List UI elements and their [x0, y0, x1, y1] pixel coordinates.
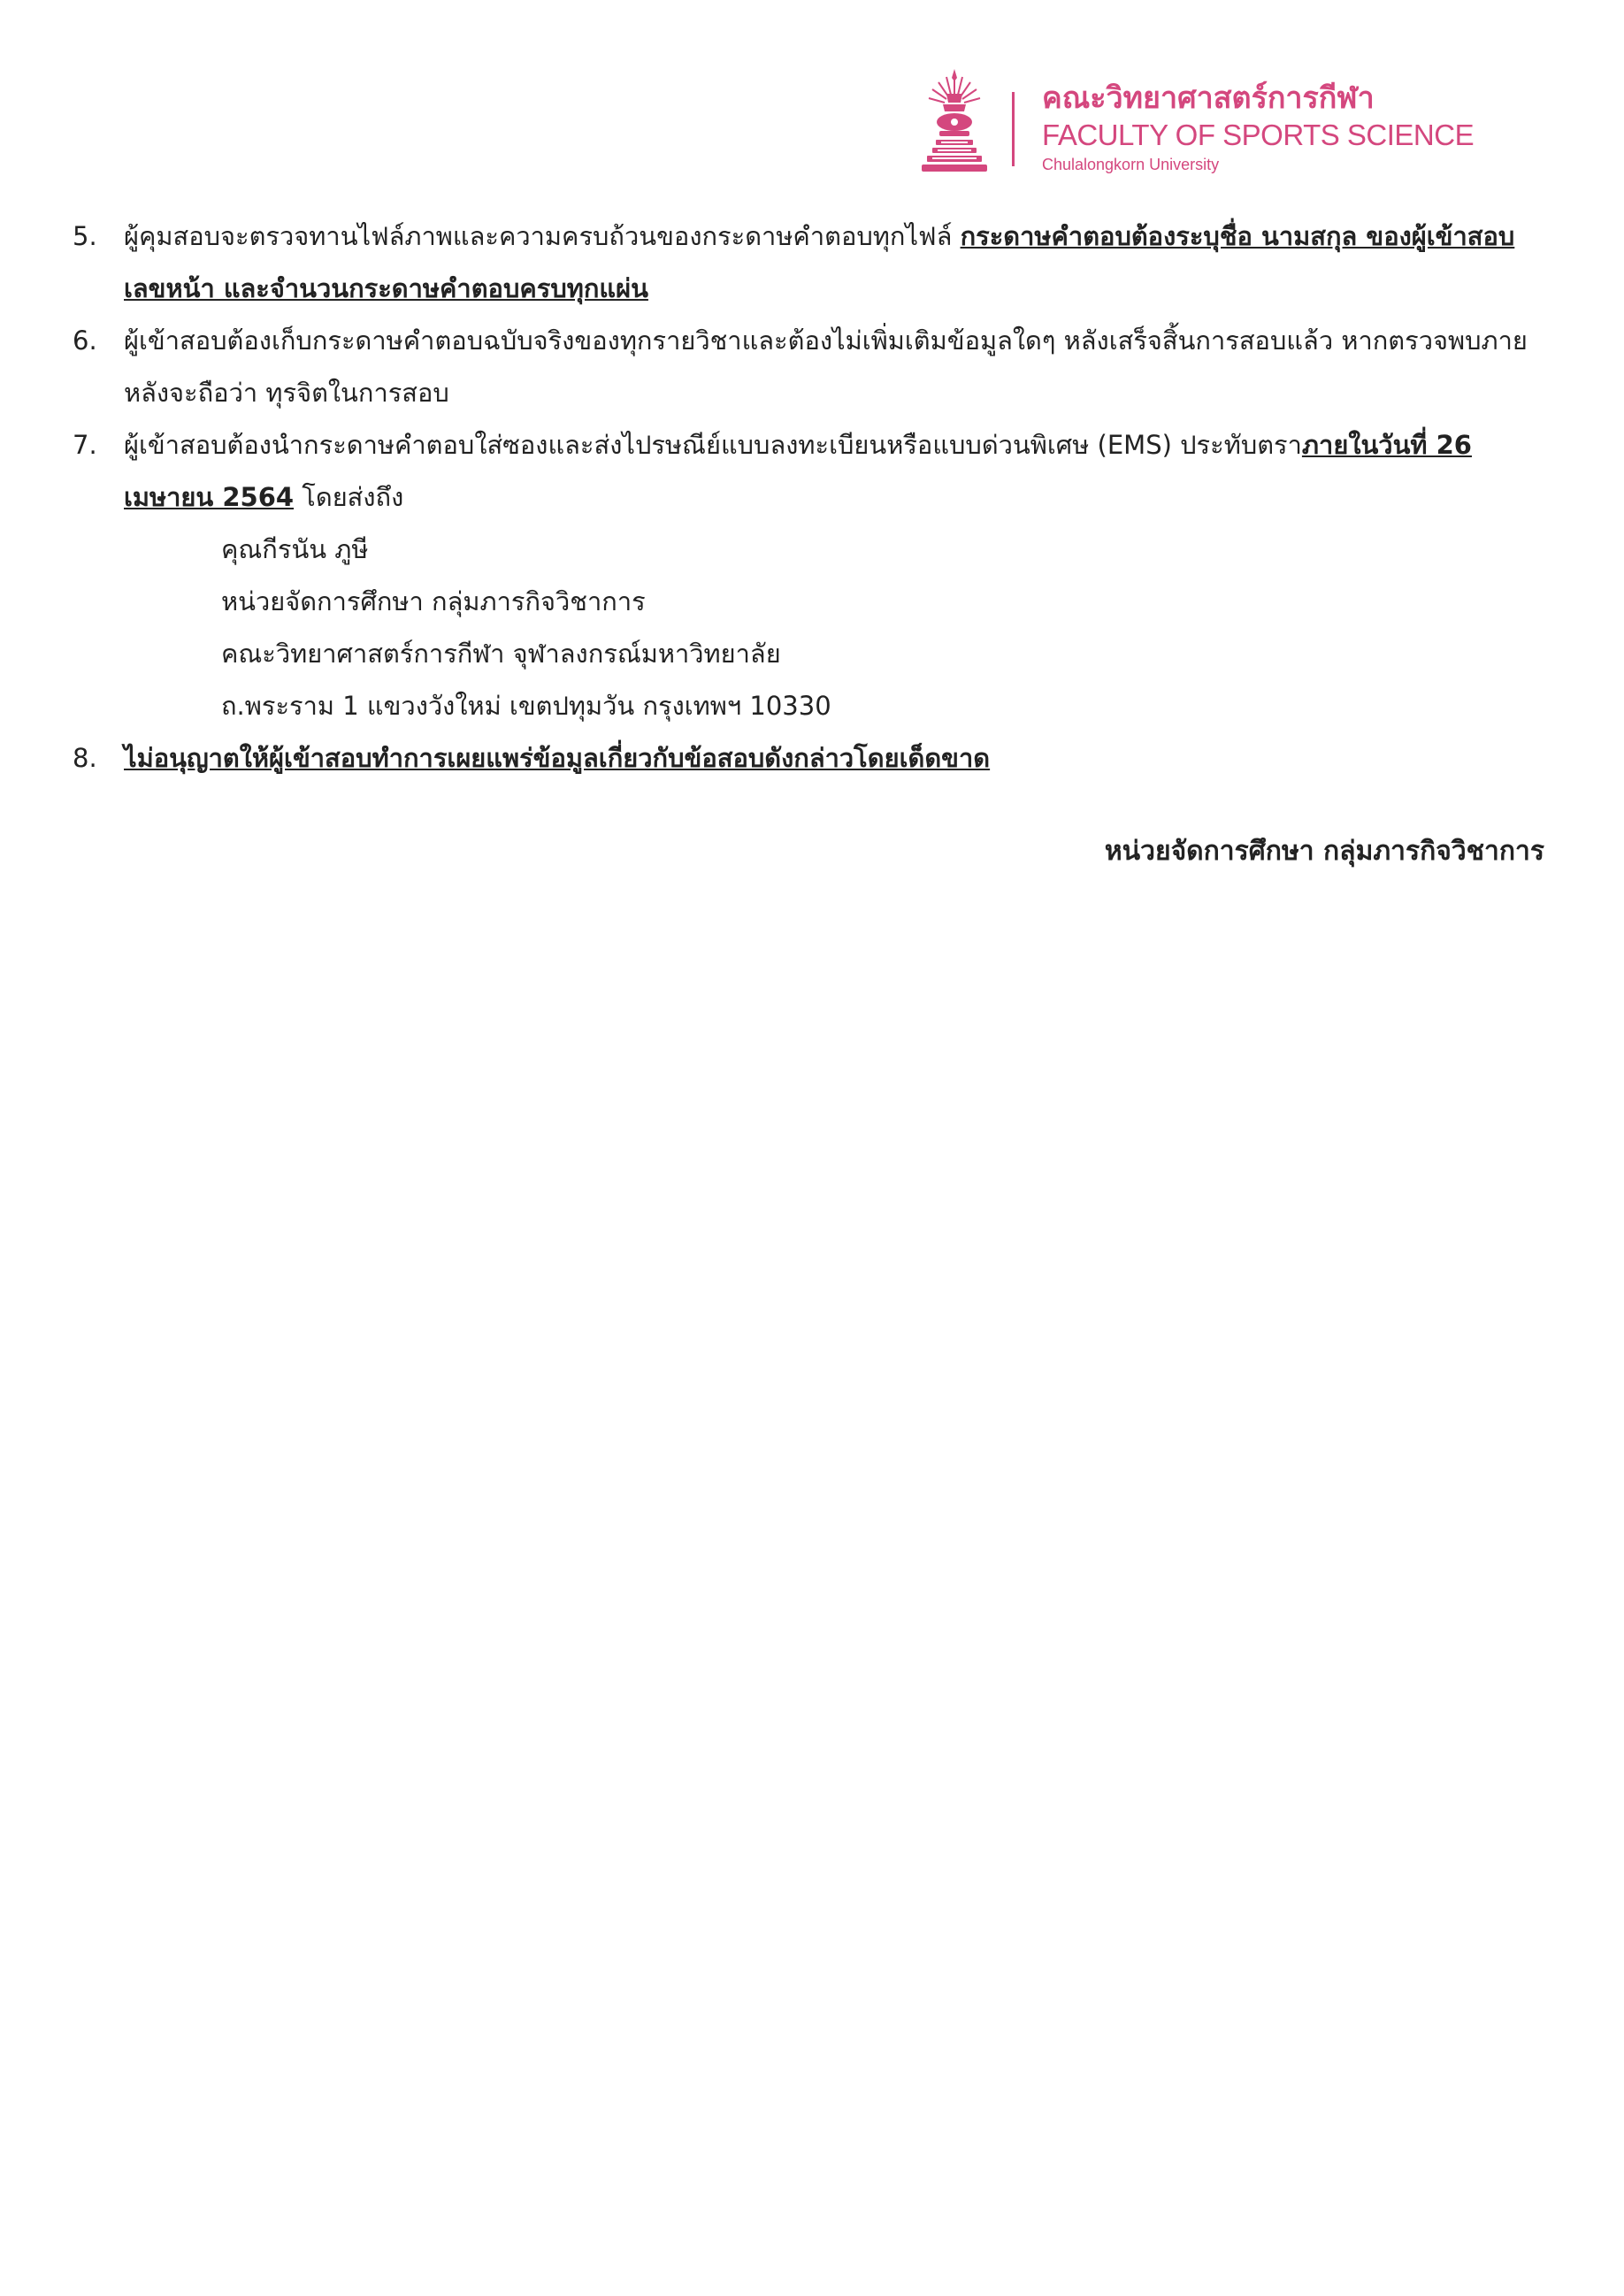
item-text	[124, 210, 1537, 315]
phra-kiao-emblem-icon	[920, 69, 989, 173]
address-street: ถ.พระราม 1 แขวงวังใหม่ เขตปทุมวัน กรุงเทพฯ 10330	[221, 691, 831, 721]
item-number: 6.	[73, 325, 97, 356]
item-number: 7.	[73, 430, 97, 460]
address-recipient: คุณกีรนัน ภูษี	[221, 534, 369, 564]
item-text-emphasis: ไม่อนุญาตให้ผู้เข้าสอบทำการเผยแพร่ข้อมูลเกี่ยวกับข้อสอบดังกล่าวโดยเด็ดขาด	[124, 743, 991, 773]
list-item	[69, 210, 1537, 315]
item-number: 8.	[73, 743, 97, 773]
address-faculty: คณะวิทยาศาสตร์การกีฬา จุฬาลงกรณ์มหาวิทยาลัย	[221, 639, 781, 669]
list-item	[69, 732, 1537, 784]
instruction-list	[69, 210, 1537, 784]
item-text	[124, 419, 1537, 524]
item-text-normal: ผู้เข้าสอบต้องเก็บกระดาษคำตอบฉบับจริงของทุกรายวิชาและต้องไม่เพิ่มเติมข้อมูลใดๆ หลังเสร็จสิ้นการสอบแล้ว หากตรวจพบภายหลังจะถือว่า ทุรจิตในการสอบ	[124, 325, 1528, 408]
item-text-emphasis: ภายในวันที่ 26 เมษายน 2564	[124, 430, 1472, 512]
item-text-normal: ผู้คุมสอบจะตรวจทานไฟล์ภาพและความครบถ้วนของกระดาษคำตอบทุกไฟล์	[124, 221, 961, 251]
address-unit: หน่วยจัดการศึกษา กลุ่มภารกิจวิชาการ	[221, 586, 646, 616]
item-number: 5.	[73, 221, 97, 251]
faculty-header	[920, 69, 1486, 184]
faculty-name-english: FACULTY OF SPORTS SCIENCE	[1042, 119, 1475, 151]
item-text-emphasis: กระดาษคำตอบต้องระบุชื่อ นามสกุล ของผู้เข้าสอบ เลขหน้า และจำนวนกระดาษคำตอบครบทุกแผ่น	[124, 221, 1515, 303]
item-text	[124, 315, 1537, 419]
signature-unit: หน่วยจัดการศึกษา กลุ่มภารกิจวิชาการ	[1104, 836, 1544, 867]
university-name: Chulalongkorn University	[1042, 156, 1220, 173]
item-text-normal: ผู้เข้าสอบต้องนำกระดาษคำตอบใส่ซองและส่งไปรษณีย์แบบลงทะเบียนหรือแบบด่วนพิเศษ (EMS) ประทับตรา	[124, 430, 1302, 460]
list-item	[69, 419, 1537, 524]
faculty-name-thai: คณะวิทยาศาสตร์การกีฬา	[1042, 80, 1375, 116]
list-item	[69, 315, 1537, 419]
item-text	[124, 732, 1537, 784]
item-text-after: โดยส่งถึง	[294, 482, 404, 512]
header-divider	[1012, 92, 1015, 166]
